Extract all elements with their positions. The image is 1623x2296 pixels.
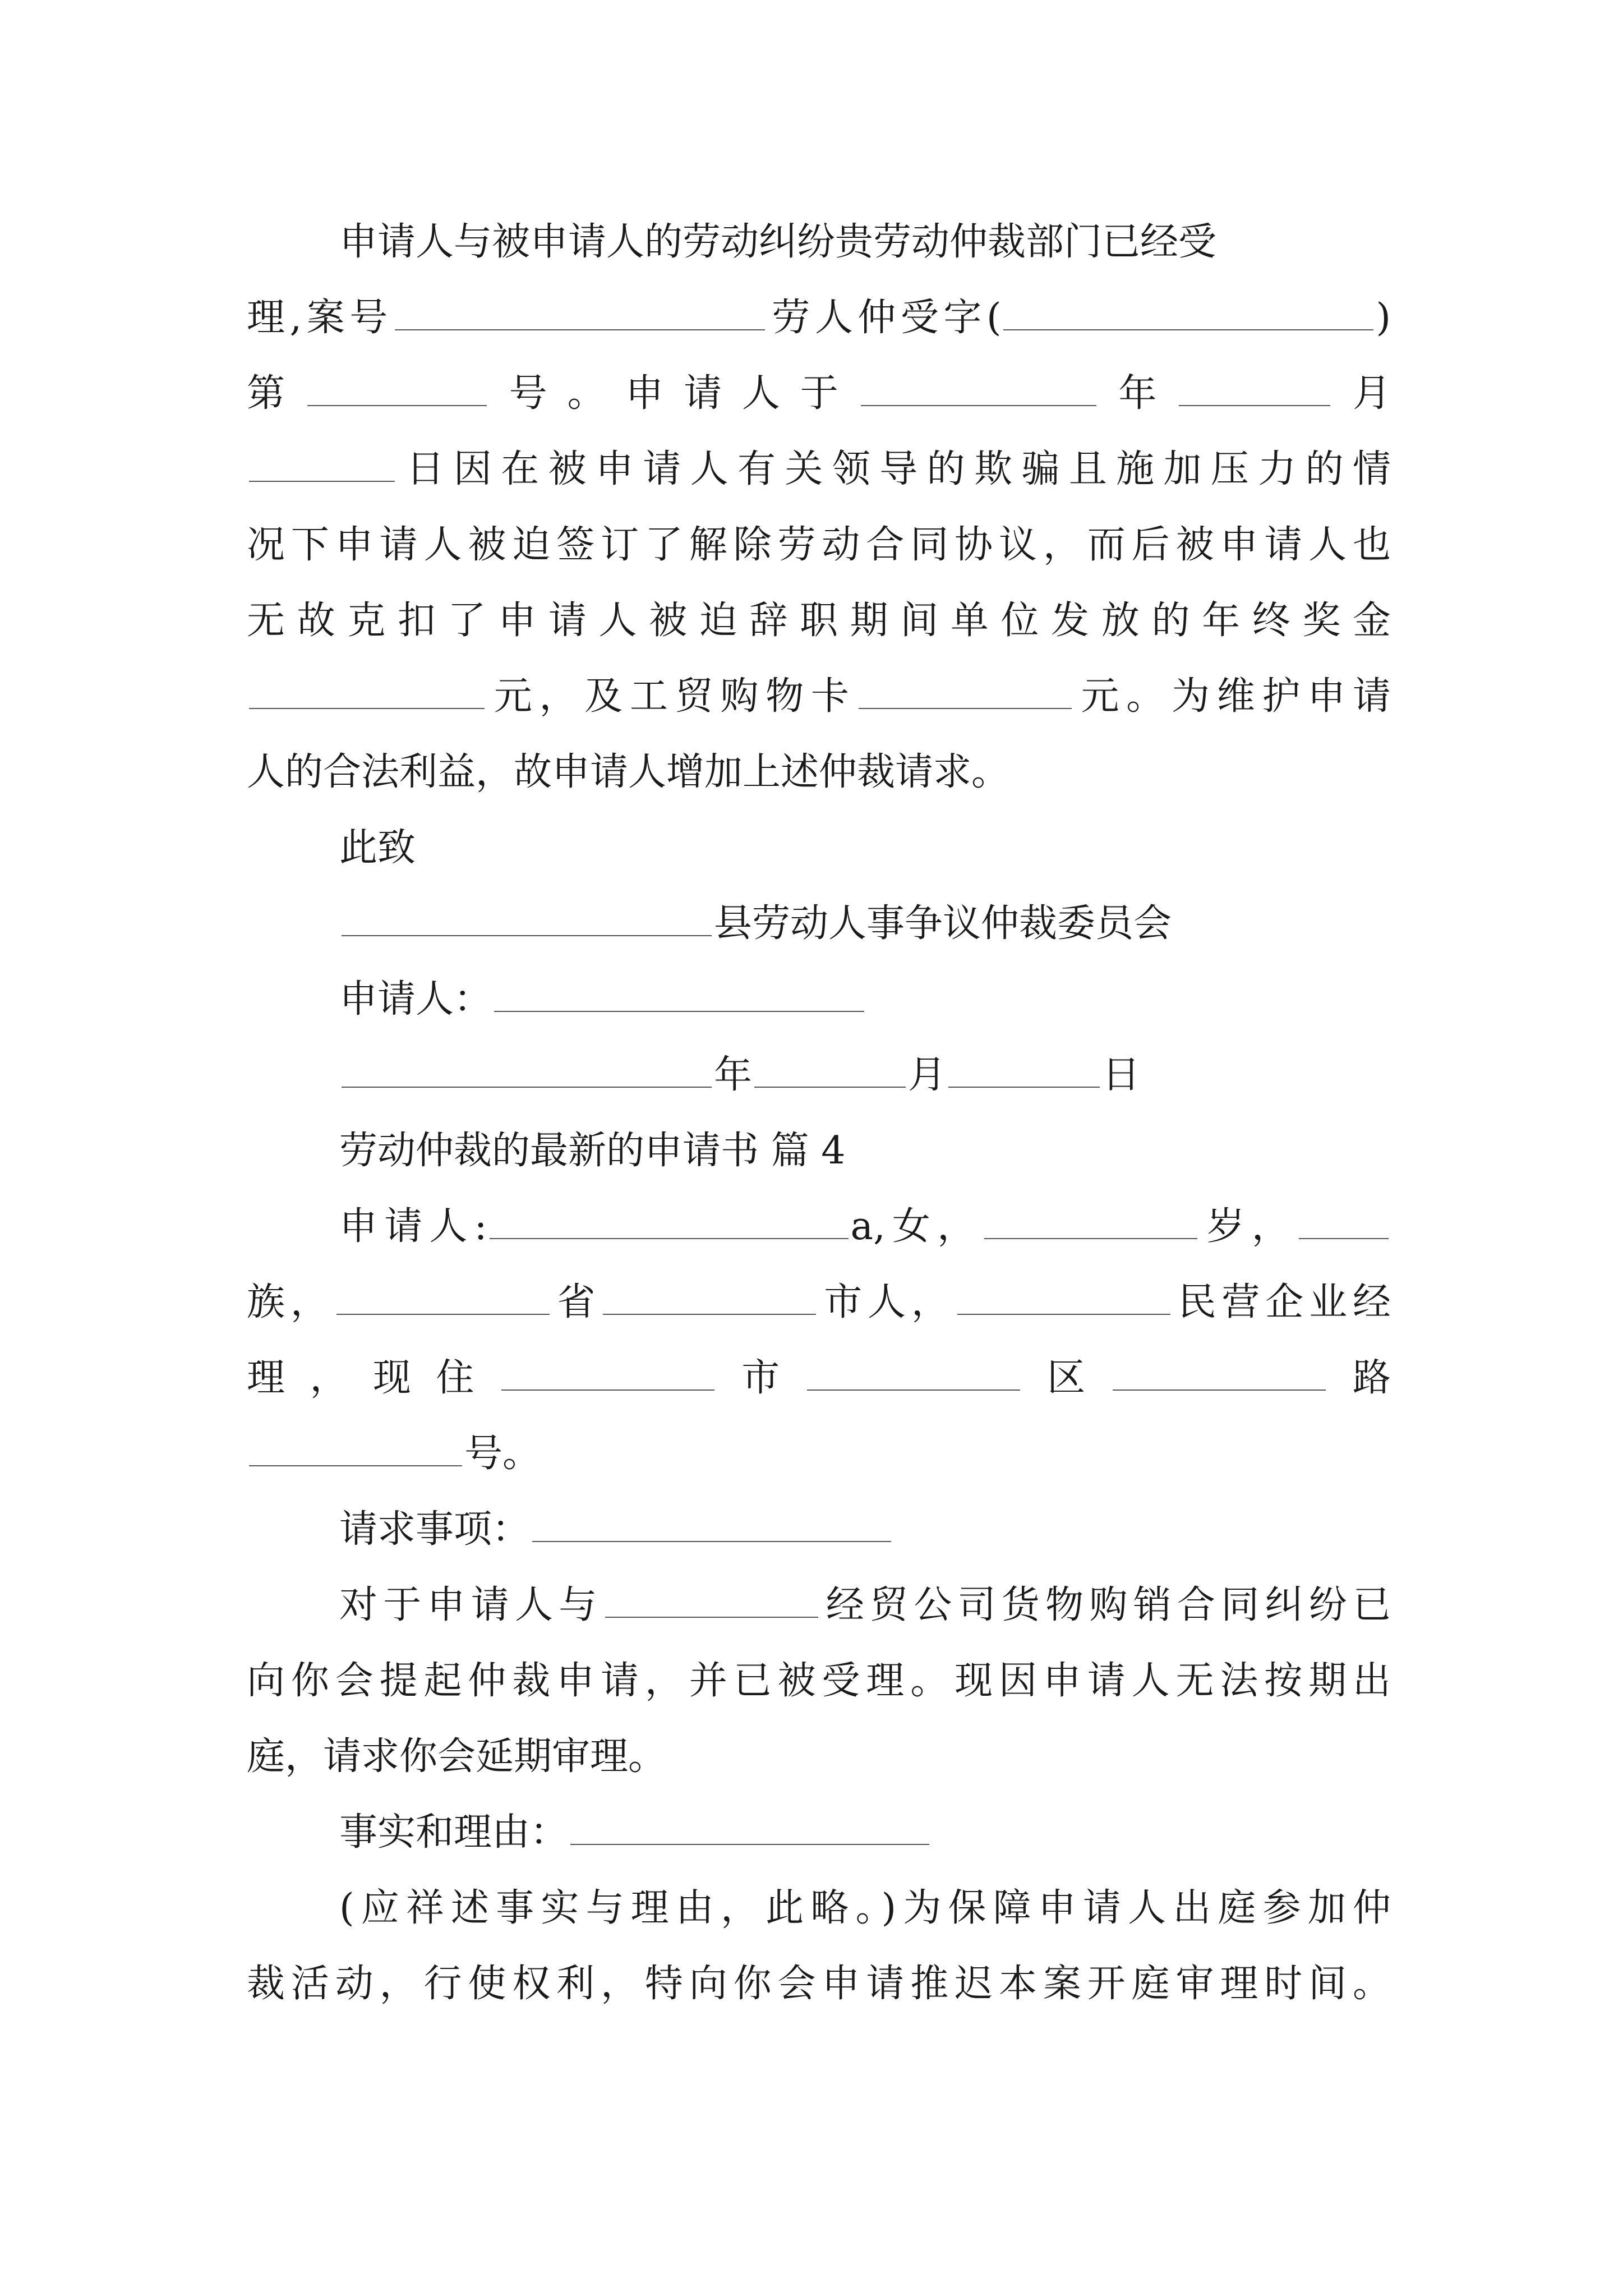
text: 日 (1102, 1053, 1141, 1097)
age-blank (984, 1203, 1197, 1239)
case-number-blank (395, 295, 765, 330)
month-blank (1179, 370, 1330, 406)
company-blank (957, 1279, 1170, 1315)
year-blank (861, 370, 1096, 406)
text: 事实和理由： (339, 1810, 569, 1855)
text: (应祥述事实与理由，此略。)为保障申请人出庭参加仲 (339, 1886, 1391, 1930)
card-amount-blank (859, 673, 1072, 709)
text: 年 (1098, 371, 1177, 416)
text: 第 (247, 371, 305, 416)
year-blank (342, 1052, 712, 1088)
paragraph-line (247, 1650, 1391, 1712)
text: 理,案号 (247, 296, 393, 340)
paragraph-line (247, 363, 1391, 425)
text: 元，及工贸购物卡 (487, 674, 856, 719)
facts-reasons-line (339, 1802, 1391, 1864)
text: 岁， (1200, 1204, 1297, 1249)
paragraph-line (339, 1196, 1391, 1258)
text: 族， (247, 1280, 334, 1324)
text: 县劳动人事争议仲裁委员会 (714, 901, 1172, 946)
paragraph-line (247, 1272, 1391, 1333)
paragraph-line (247, 666, 1391, 728)
text: 申请人: (339, 1204, 487, 1249)
text: 月 (908, 1053, 947, 1097)
text: 无故克扣了申请人被迫辞职期间单位发放的年终奖金 (247, 599, 1391, 643)
text: 号。 (464, 1432, 541, 1476)
section-heading (339, 1120, 1391, 1182)
text: 对于申请人与 (339, 1583, 603, 1627)
district-blank (807, 1355, 1020, 1391)
text: 理，现住 (247, 1356, 499, 1400)
text: 路 (1327, 1356, 1391, 1400)
applicant-name-blank (494, 976, 864, 1012)
paragraph-line (247, 1423, 1391, 1485)
paragraph-line (247, 1347, 1391, 1409)
paragraph-line (247, 1726, 1391, 1788)
text: 庭，请求你会延期审理。 (247, 1734, 667, 1779)
paragraph-line (247, 1953, 1391, 2015)
facts-blank (570, 1809, 929, 1845)
text: 年 (714, 1053, 753, 1097)
recipient-line (339, 893, 1391, 955)
text: 人的合法利益，故申请人增加上述仲裁请求。 (247, 750, 1010, 794)
bonus-amount-blank (249, 673, 485, 709)
road-blank (1113, 1355, 1326, 1391)
month-blank (754, 1052, 906, 1088)
text: a,女， (850, 1204, 983, 1249)
company-blank (605, 1582, 818, 1618)
day-blank (948, 1052, 1100, 1088)
request-items-line (339, 1499, 1391, 1561)
text: 省 (551, 1280, 601, 1324)
day-blank (249, 446, 395, 482)
paragraph-line (247, 742, 1391, 803)
text: 号。申请人于 (488, 371, 859, 416)
county-blank (342, 900, 712, 936)
city-blank (501, 1355, 714, 1391)
text: 日因在被申请人有关领导的欺骗且施加压力的情 (397, 447, 1391, 491)
city-blank (603, 1279, 816, 1315)
date-line (339, 1045, 1391, 1106)
salutation (339, 817, 1391, 879)
house-number-blank (249, 1430, 462, 1466)
applicant-name-blank (490, 1203, 849, 1239)
paragraph-line (339, 1575, 1391, 1636)
text: 劳人仲受字( (767, 296, 1002, 340)
text: ) (1376, 296, 1391, 340)
paragraph-line (247, 590, 1391, 652)
applicant-signature-line (339, 969, 1391, 1030)
text: 裁活动，行使权利，特向你会申请推迟本案开庭审理时间。 (247, 1962, 1391, 2006)
text: 向你会提起仲裁申请，并已被受理。现因申请人无法按期出 (247, 1659, 1391, 1703)
text: 市 (716, 1356, 805, 1400)
text: 民营企业经 (1172, 1280, 1391, 1324)
paragraph-line (247, 514, 1391, 576)
text: 经贸公司货物购销合同纠纷已 (820, 1583, 1391, 1627)
paragraph-line (339, 1878, 1391, 1939)
paragraph-line (339, 211, 1391, 273)
request-items-blank (532, 1506, 891, 1542)
number-blank (307, 370, 487, 406)
text: 况下申请人被迫签订了解除劳动合同协议，而后被申请人也 (247, 523, 1391, 567)
province-blank (336, 1279, 550, 1315)
text: 元。为维护申请 (1073, 674, 1391, 719)
text: 月 (1332, 371, 1391, 416)
text: 请求事项： (339, 1507, 531, 1552)
case-prefix-blank (1003, 295, 1373, 330)
text: 区 (1022, 1356, 1110, 1400)
paragraph-line (247, 287, 1391, 349)
paragraph-line (247, 439, 1391, 500)
text: 申请人： (339, 977, 492, 1022)
ethnicity-blank (1299, 1203, 1389, 1239)
text: 市人， (818, 1280, 955, 1324)
text: 此致 (339, 826, 416, 870)
text: 劳动仲裁的最新的申请书 篇 4 (339, 1129, 846, 1173)
text: 申请人与被申请人的劳动纠纷贵劳动仲裁部门已经受 (339, 220, 1217, 264)
